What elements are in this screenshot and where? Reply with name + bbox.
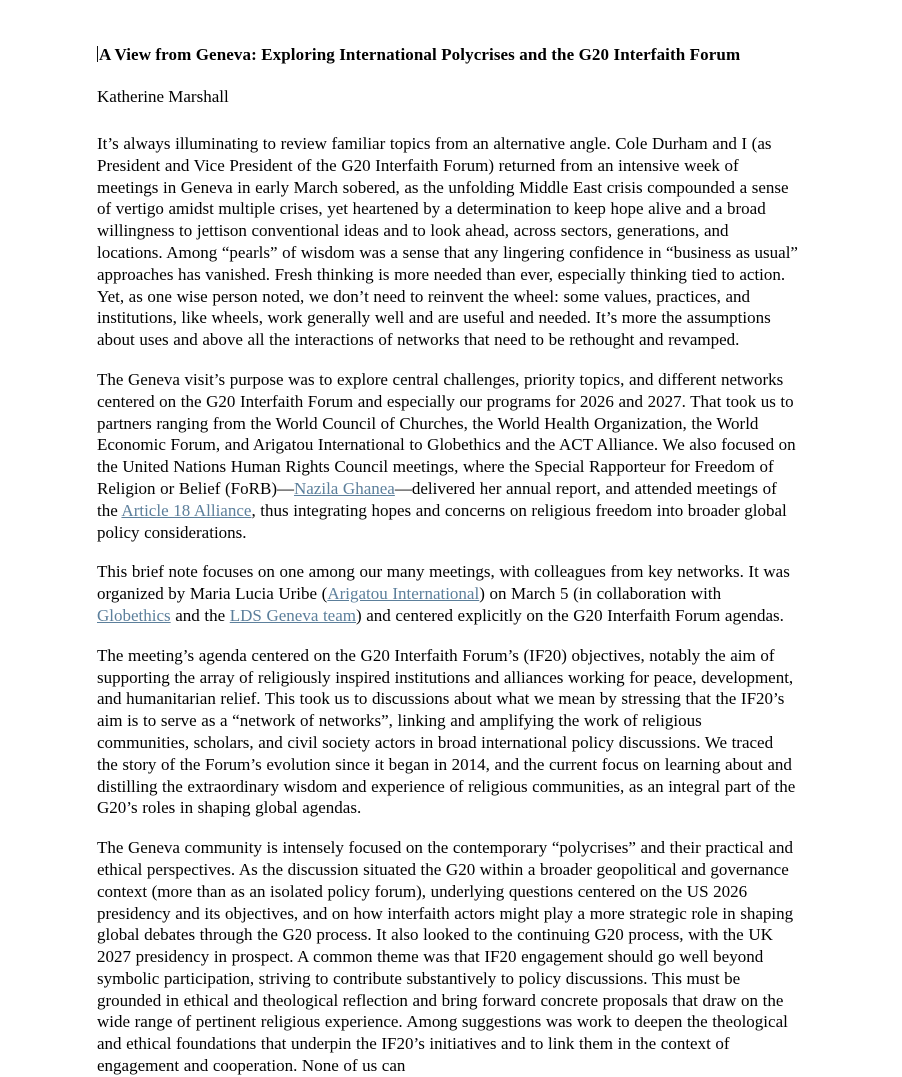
- link-arigatou-international[interactable]: Arigatou International: [327, 584, 480, 604]
- page-title: [97, 44, 798, 66]
- paragraph-2-text-a: The Geneva visit’s purpose was to explore central challenges, priority topics, and different networks centered on the G20 Interfaith Forum and especially our programs for 2026 and 2027. That took us to partners ranging from the World Council of Churches, the World Health Organization, the World Economic Forum, and Arigatou International to Globethics and the ACT Alliance. We also focused on the United Nations Human Rights Council meetings, where the Special Rapporteur for Freedom of Religion or Belief (FoRB)—: [97, 369, 796, 498]
- text-caret: [97, 46, 98, 62]
- author-byline: Katherine Marshall: [97, 87, 229, 106]
- link-article-18-alliance[interactable]: Article 18 Alliance: [121, 500, 252, 520]
- link-globethics[interactable]: Globethics: [97, 605, 171, 625]
- paragraph-5-text: The Geneva community is intensely focused on the contemporary “polycrises” and their practical and ethical perspectives. As the discussion situated the G20 within a broader geopolitical and governance context (more than as an isolated policy forum), underlying questions centered on the US 2026 presidency and its objectives, and on how interfaith actors might play a more strategic role in shaping global debates through the G20 process. It also looked to the continuing G20 process, with the UK 2027 presidency in prospect. A common theme was that IF20 engagement should go well beyond symbolic participation, striving to contribute substantively to policy discussions. This must be grounded in ethical and theological reflection and bring forward concrete proposals that draw on the wide range of pertinent religious experience. Among suggestions was work to deepen the theological and ethical foundations that underpin the IF20’s initiatives and to link them in the context of engagement and cooperation. None of us can: [97, 838, 794, 1076]
- paragraph-3-text-b: ) on March 5 (in collaboration with: [479, 584, 722, 604]
- paragraph-1: [97, 133, 798, 351]
- paragraph-2-text-b: —delivered her annual report, and attended meetings of the: [97, 478, 777, 520]
- paragraph-3-text-c: and the: [170, 605, 230, 625]
- paragraph-3-text-a: This brief note focuses on one among our many meetings, with colleagues from key networks. It was organized by Maria Lucia Uribe (: [97, 562, 790, 604]
- paragraph-2: [97, 369, 798, 543]
- paragraph-2-text-c: , thus integrating hopes and concerns on religious freedom into broader global policy considerations.: [97, 500, 787, 542]
- link-lds-geneva-team[interactable]: LDS Geneva team: [229, 605, 356, 625]
- paragraph-4-text: The meeting’s agenda centered on the G20 Interfaith Forum’s (IF20) objectives, notably the aim of supporting the array of religiously inspired institutions and alliances working for peace, development, and humanitarian relief. This took us to discussions about what we mean by stressing that the IF20’s aim is to serve as a “network of networks”, linking and amplifying the work of religious communities, scholars, and civil society actors in broad international policy discussions. We traced the story of the Forum’s evolution since it began in 2014, and the current focus on learning about and distilling the extraordinary wisdom and experience of religious communities, as an integral part of the G20’s roles in shaping global agendas.: [97, 645, 796, 818]
- paragraph-3: [97, 561, 798, 626]
- link-nazila-ghanea[interactable]: Nazila Ghanea: [293, 478, 395, 498]
- paragraph-4: [97, 645, 798, 819]
- paragraph-3-text-d: ) and centered explicitly on the G20 Interfaith Forum agendas.: [356, 605, 784, 625]
- paragraph-5: [97, 837, 798, 1077]
- paragraph-1-text: It’s always illuminating to review familiar topics from an alternative angle. Cole Durham and I (as President and Vice President of the G20 Interfaith Forum) returned from an intensive week of meetings in Geneva in early March sobered, as the unfolding Middle East crisis compounded a sense of vertigo amidst multiple crises, yet heartened by a determination to keep hope alive and a broad willingness to jettison conventional ideas and to look ahead, across sectors, generations, and locations. Among “pearls” of wisdom was a sense that any lingering confidence in “business as usual” approaches has vanished. Fresh thinking is more needed than ever, especially thinking tied to action. Yet, as one wise person noted, we don’t need to reinvent the wheel: some values, practices, and institutions, like wheels, work generally well and are useful and needed. It’s more the assumptions about uses and above all the interactions of networks that need to be rethought and revamped.: [97, 134, 798, 350]
- page-title-text: A View from Geneva: Exploring International Polycrises and the G20 Interfaith Forum: [99, 45, 741, 64]
